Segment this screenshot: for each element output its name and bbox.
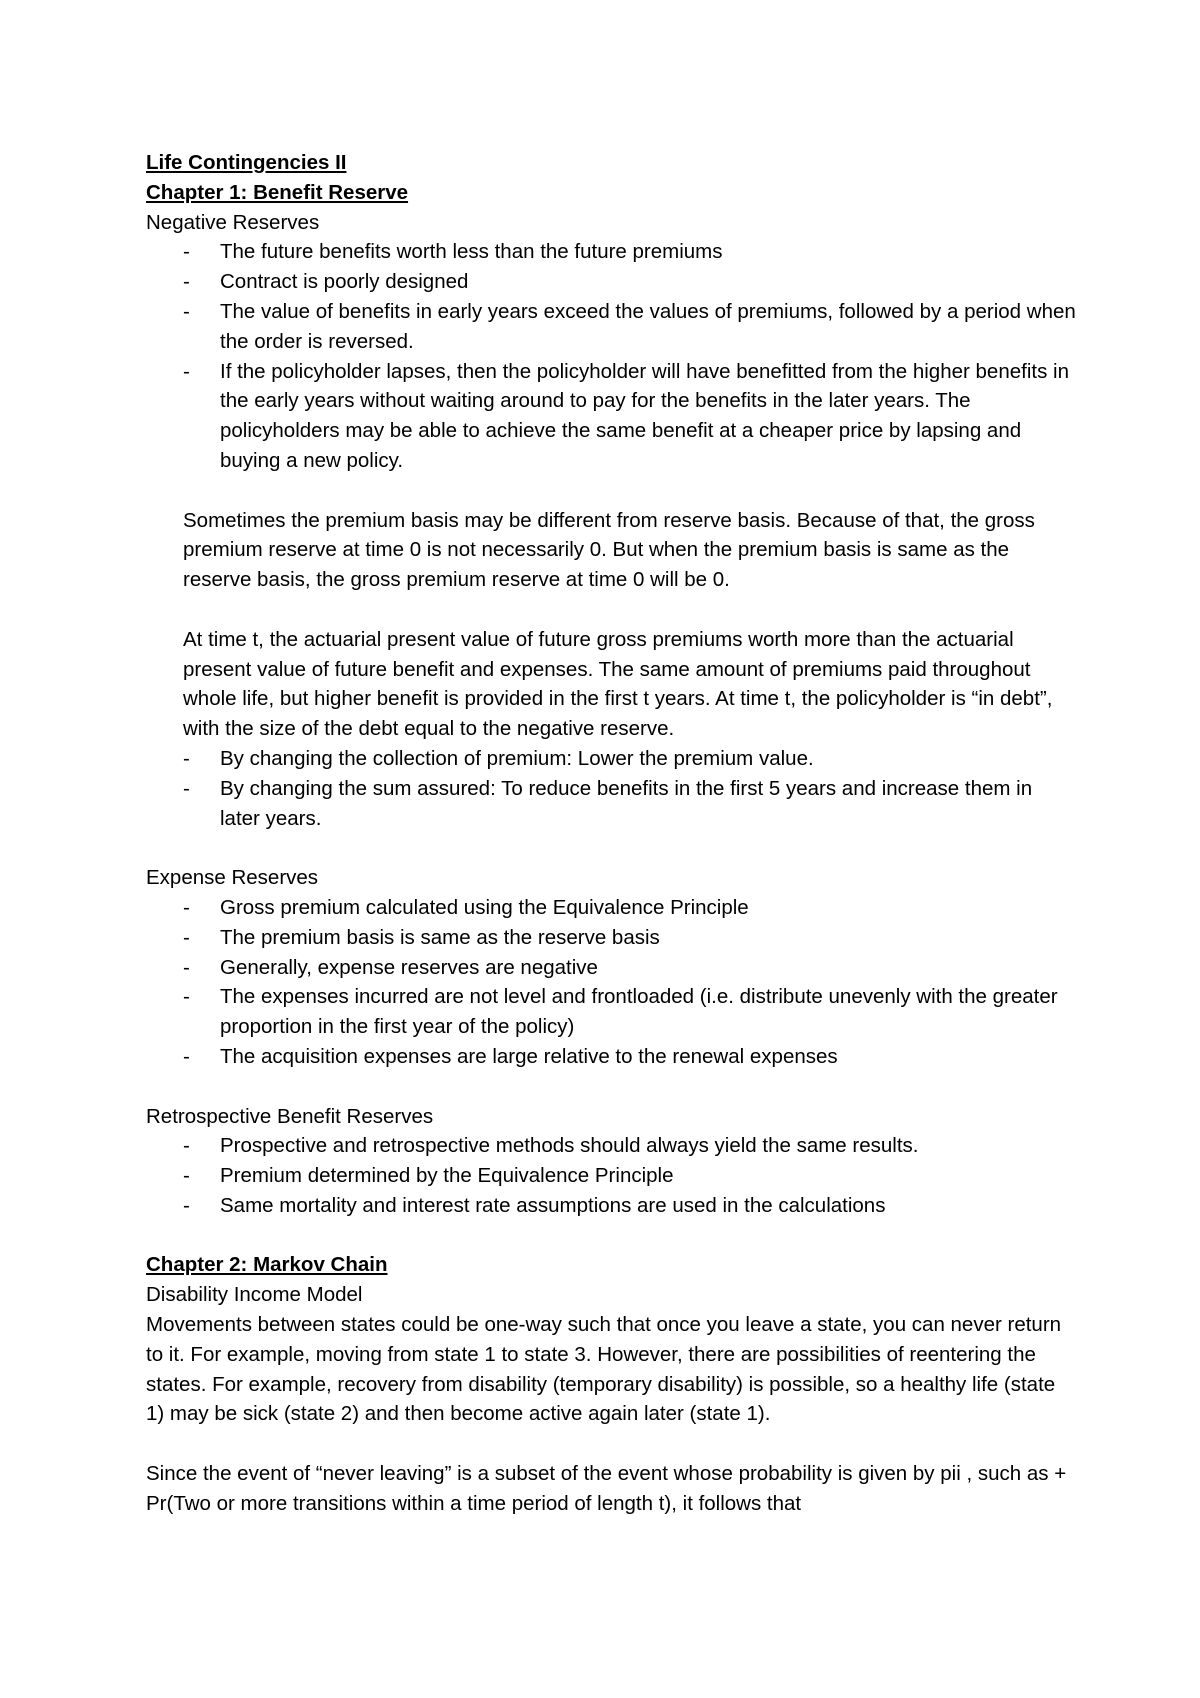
list-item: - Generally, expense reserves are negative [146,953,1076,983]
document-title: Life Contingencies II [146,151,347,174]
list-item: - The future benefits worth less than the future premiums [146,237,1076,267]
list-item: - By changing the collection of premium: Lower the premium value. [146,744,1076,774]
spacer [146,1072,1076,1102]
list-item: - The value of benefits in early years exceed the values of premiums, followed by a period when the order is reversed. [146,297,1076,357]
retrospective-reserves-list [146,1131,1076,1220]
spacer [146,476,1076,506]
movements-paragraph: Movements between states could be one-way such that once you leave a state, you can never return to it. For example, moving from state 1 to state 3. However, there are possibilities of reentering the states. For example, recovery from disability (temporary disability) is possible, so a healthy life (state 1) may be sick (state 2) and then become active again later (state 1). [146,1313,1062,1426]
premium-basis-paragraph: Sometimes the premium basis may be different from reserve basis. Because of that, the gross premium reserve at time 0 is not necessarily 0. But when the premium basis is same as the reserve basis, the gross premium reserve at time 0 will be 0. [183,508,1035,592]
spacer [146,1429,1076,1459]
expense-reserves-list [146,893,1076,1072]
spacer [146,1221,1076,1251]
never-leaving-paragraph: Since the event of “never leaving” is a subset of the event whose probability is given by pii , such as + Pr(Two or more transitions within a time period of length t), it follows that [146,1462,1067,1515]
disability-model-heading: Disability Income Model [146,1283,363,1307]
expense-reserves-heading: Expense Reserves [146,866,319,890]
list-item: - By changing the sum assured: To reduce benefits in the first 5 years and increase them in later years. [146,774,1076,834]
negative-reserves-list [146,237,1076,475]
negative-reserves-heading: Negative Reserves [146,210,320,234]
retrospective-reserves-heading: Retrospective Benefit Reserves [146,1104,434,1128]
document-page [146,148,1076,1519]
list-item: - The acquisition expenses are large relative to the renewal expenses [146,1042,1076,1072]
chapter-2-title: Chapter 2: Markov Chain [146,1253,388,1277]
list-item: - Premium determined by the Equivalence Principle [146,1161,1076,1191]
time-t-paragraph: At time t, the actuarial present value of future gross premiums worth more than the actuarial present value of future benefit and expenses. The same amount of premiums paid throughout whole life, but higher benefit is provided in the first t years. At time t, the policyholder is “in debt”, with the size of the debt equal to the negative reserve. [183,627,1053,741]
list-item: - The premium basis is same as the reserve basis [146,923,1076,953]
spacer [146,595,1076,625]
negative-reserves-remedies-list [146,744,1076,833]
chapter-1-title: Chapter 1: Benefit Reserve [146,180,409,204]
list-item: - Prospective and retrospective methods should always yield the same results. [146,1131,1076,1161]
list-item: - Contract is poorly designed [146,267,1076,297]
list-item: - Gross premium calculated using the Equivalence Principle [146,893,1076,923]
spacer [146,833,1076,863]
list-item: - If the policyholder lapses, then the policyholder will have benefitted from the higher benefits in the early years without waiting around to pay for the benefits in the later years. The policyholders may be able to achieve the same benefit at a cheaper price by lapsing and buying a new policy. [146,357,1076,476]
list-item: - The expenses incurred are not level and frontloaded (i.e. distribute unevenly with the greater proportion in the first year of the policy) [146,982,1076,1042]
list-item: - Same mortality and interest rate assumptions are used in the calculations [146,1191,1076,1221]
